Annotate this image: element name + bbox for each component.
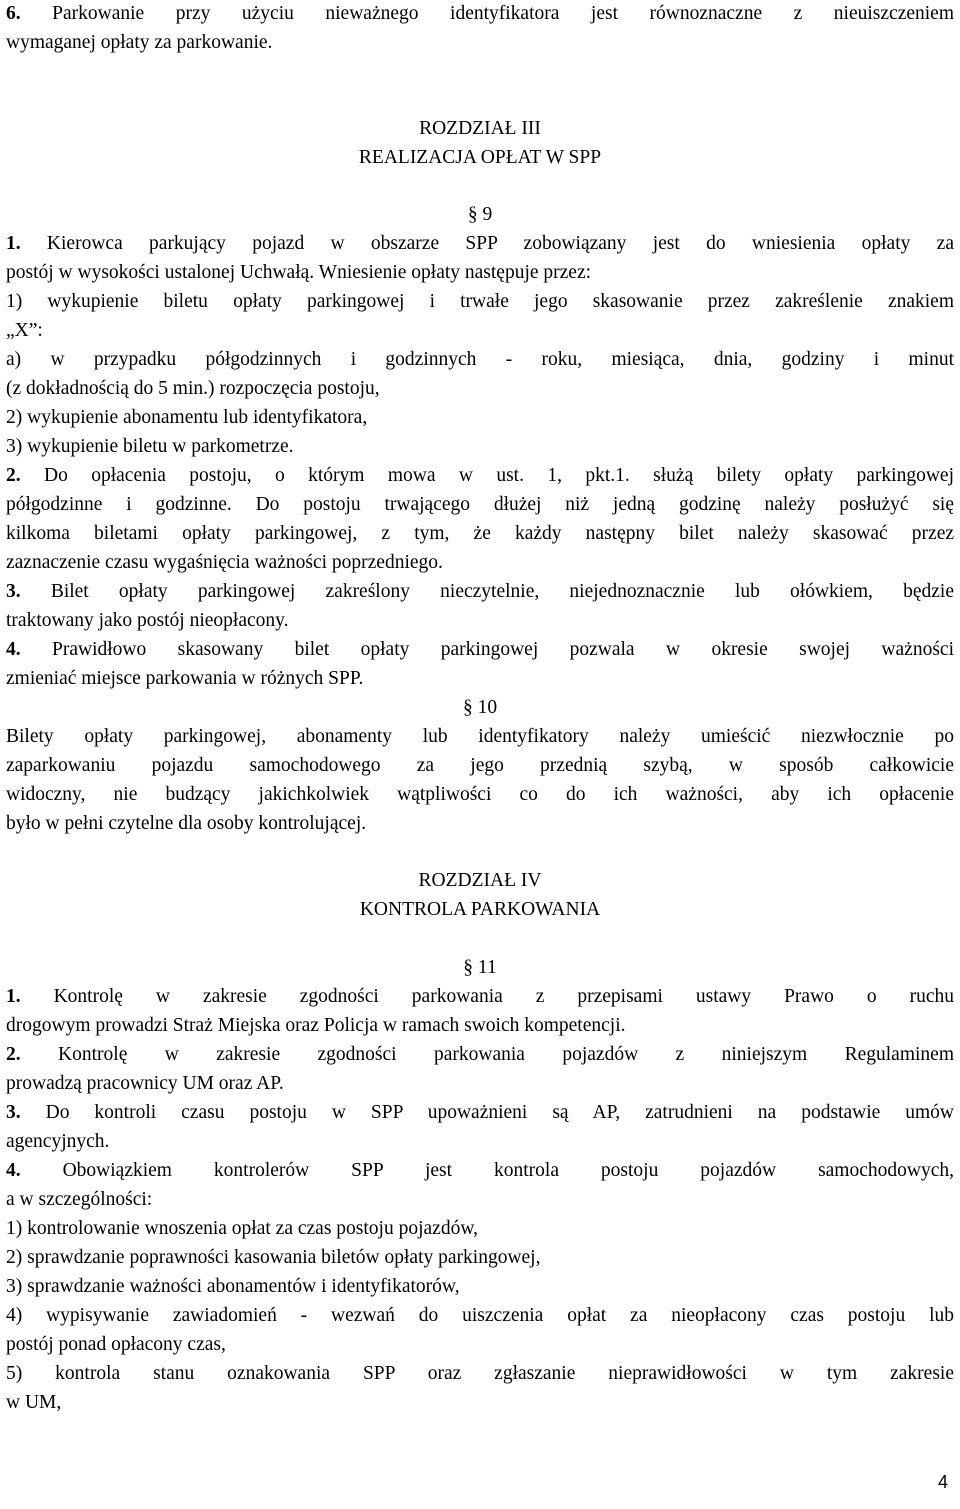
paragraph-11-4-line-1: 4. Obowiązkiem kontrolerów SPP jest kontrola postoju pojazdów samochodowych, bbox=[6, 1160, 954, 1181]
list-item-5-line-2: w UM, bbox=[6, 1392, 62, 1413]
paragraph-11-3-line-1: 3. Do kontroli czasu postoju w SPP upoważnieni są AP, zatrudnieni na podstawie umów bbox=[6, 1102, 954, 1123]
chapter-3-title: ROZDZIAŁ III bbox=[419, 118, 541, 139]
paragraph-9-2-line-1: 2. Do opłacenia postoju, o którym mowa w ust. 1, pkt.1. służą bilety opłaty parkingowej bbox=[6, 465, 954, 486]
paragraph-11-4-line-2: a w szczególności: bbox=[6, 1189, 153, 1210]
paragraph-9-1-line-3: 1) wykupienie biletu opłaty parkingowej i trwałe jego skasowanie przez zakreślenie znakiem bbox=[6, 291, 954, 312]
paragraph-10-line-2: zaparkowaniu pojazdu samochodowego za jego przednią szybą, w sposób całkowicie bbox=[6, 755, 954, 776]
item-number: 4. bbox=[6, 639, 21, 660]
section-11-heading: § 11 bbox=[463, 957, 497, 978]
paragraph-11-3-line-2: agencyjnych. bbox=[6, 1131, 110, 1152]
paragraph-9-2-line-4: zaznaczenie czasu wygaśnięcia ważności poprzedniego. bbox=[6, 552, 443, 573]
item-number: 2. bbox=[6, 465, 21, 486]
paragraph-9-1-line-4: „X”: bbox=[6, 320, 43, 341]
paragraph-6-line-2: wymaganej opłaty za parkowanie. bbox=[6, 32, 273, 53]
chapter-4-subtitle: KONTROLA PARKOWANIA bbox=[359, 899, 601, 920]
list-item-5-line-1: 5) kontrola stanu oznakowania SPP oraz zgłaszanie nieprawidłowości w tym zakresie bbox=[6, 1363, 954, 1384]
chapter-4-title: ROZDZIAŁ IV bbox=[418, 870, 542, 891]
paragraph-9-3-line-2: traktowany jako postój nieopłacony. bbox=[6, 610, 289, 631]
list-item-3: 3) sprawdzanie ważności abonamentów i identyfikatorów, bbox=[6, 1276, 460, 1297]
item-number: 1. bbox=[6, 233, 21, 254]
paragraph-6-line-1: 6. Parkowanie przy użyciu nieważnego identyfikatora jest równoznaczne z nieuiszczeniem bbox=[6, 3, 954, 24]
paragraph-9-1-line-5: a) w przypadku półgodzinnych i godzinnych - roku, miesiąca, dnia, godziny i minut bbox=[6, 349, 954, 370]
item-number: 3. bbox=[6, 1102, 21, 1123]
paragraph-11-2-line-1: 2. Kontrolę w zakresie zgodności parkowania pojazdów z niniejszym Regulaminem bbox=[6, 1044, 954, 1065]
item-number: 6. bbox=[6, 3, 21, 24]
paragraph-11-2-line-2: prowadzą pracownicy UM oraz AP. bbox=[6, 1073, 284, 1094]
paragraph-10-line-3: widoczny, nie budzący jakichkolwiek wątpliwości co do ich ważności, aby ich opłacenie bbox=[6, 784, 954, 805]
paragraph-9-2-line-2: półgodzinne i godzinne. Do postoju trwającego dłużej niż jedną godzinę należy posłużyć się bbox=[6, 494, 954, 515]
item-number: 1. bbox=[6, 986, 21, 1007]
paragraph-9-3-line-1: 3. Bilet opłaty parkingowej zakreślony nieczytelnie, niejednoznacznie lub ołówkiem, będzie bbox=[6, 581, 954, 602]
paragraph-9-1-line-7: 2) wykupienie abonamentu lub identyfikatora, bbox=[6, 407, 368, 428]
item-number: 2. bbox=[6, 1044, 21, 1065]
section-9-heading: § 9 bbox=[467, 204, 493, 225]
paragraph-11-1-line-2: drogowym prowadzi Straż Miejska oraz Policja w ramach swoich kompetencji. bbox=[6, 1015, 626, 1036]
section-10-heading: § 10 bbox=[462, 697, 498, 718]
paragraph-10-line-4: było w pełni czytelne dla osoby kontrolującej. bbox=[6, 813, 367, 834]
paragraph-9-4-line-1: 4. Prawidłowo skasowany bilet opłaty parkingowej pozwala w okresie swojej ważności bbox=[6, 639, 954, 660]
list-item-1: 1) kontrolowanie wnoszenia opłat za czas postoju pojazdów, bbox=[6, 1218, 479, 1239]
list-item-4-line-1: 4) wypisywanie zawiadomień - wezwań do uiszczenia opłat za nieopłacony czas postoju lub bbox=[6, 1305, 954, 1326]
paragraph-9-1-line-8: 3) wykupienie biletu w parkometrze. bbox=[6, 436, 294, 457]
paragraph-9-1-line-2: postój w wysokości ustalonej Uchwałą. Wniesienie opłaty następuje przez: bbox=[6, 262, 592, 283]
list-item-4-line-2: postój ponad opłacony czas, bbox=[6, 1334, 226, 1355]
paragraph-9-2-line-3: kilkoma biletami opłaty parkingowej, z tym, że każdy następny bilet należy skasować przez bbox=[6, 523, 954, 544]
item-number: 4. bbox=[6, 1160, 21, 1181]
paragraph-9-4-line-2: zmieniać miejsce parkowania w różnych SPP. bbox=[6, 668, 364, 689]
item-number: 3. bbox=[6, 581, 21, 602]
paragraph-9-1-line-1: 1. Kierowca parkujący pojazd w obszarze SPP zobowiązany jest do wniesienia opłaty za bbox=[6, 233, 954, 254]
chapter-3-subtitle: REALIZACJA OPŁAT W SPP bbox=[358, 147, 602, 168]
paragraph-10-line-1: Bilety opłaty parkingowej, abonamenty lub identyfikatory należy umieścić niezwłocznie po bbox=[6, 726, 954, 747]
paragraph-11-1-line-1: 1. Kontrolę w zakresie zgodności parkowania z przepisami ustawy Prawo o ruchu bbox=[6, 986, 954, 1007]
page-number: 4 bbox=[937, 1472, 948, 1492]
list-item-2: 2) sprawdzanie poprawności kasowania biletów opłaty parkingowej, bbox=[6, 1247, 541, 1268]
paragraph-9-1-line-6: (z dokładnością do 5 min.) rozpoczęcia postoju, bbox=[6, 378, 380, 399]
